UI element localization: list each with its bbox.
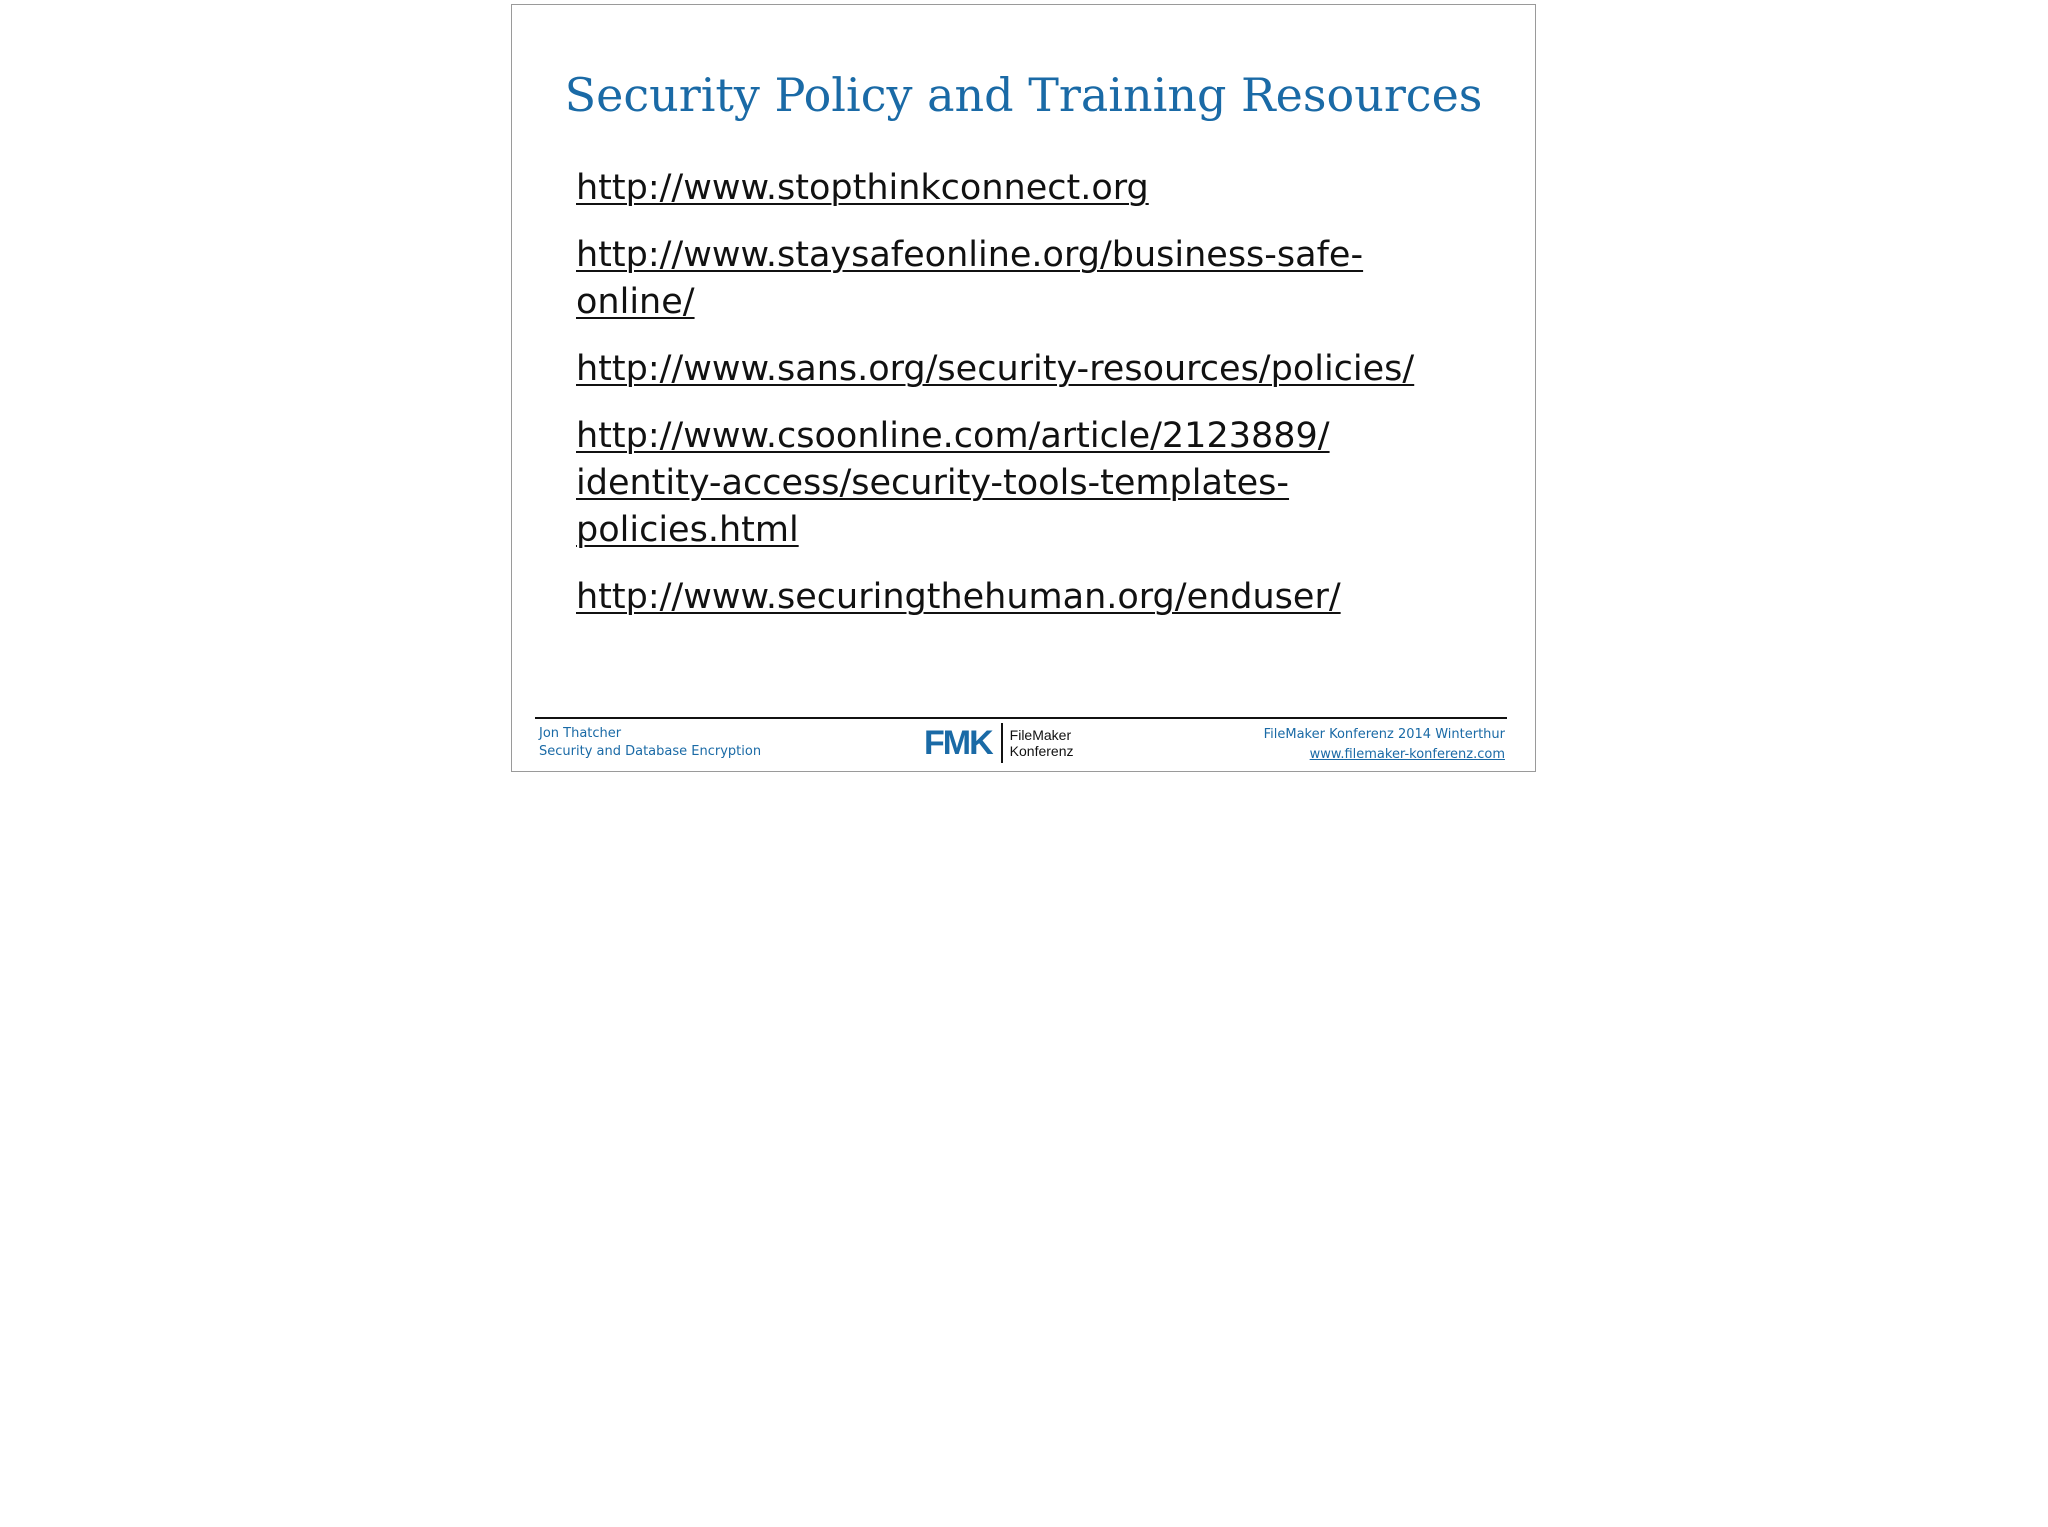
- link-stopthinkconnect[interactable]: http://www.stopthinkconnect.org: [576, 168, 1149, 208]
- fmk-logo: [924, 721, 1073, 765]
- logo-line-konferenz: Konferenz: [1009, 743, 1074, 759]
- list-item: [576, 413, 1496, 554]
- presenter-name: Jon Thatcher: [539, 726, 622, 741]
- link-list: [576, 165, 1496, 641]
- logo-divider: [1001, 723, 1003, 763]
- link-csoonline-article[interactable]: http://www.csoonline.com/article/2123889/ identity-access/security-tools-templates- policies.html: [576, 416, 1330, 550]
- list-item: [576, 574, 1496, 621]
- event-name: FileMaker Konferenz 2014 Winterthur: [1263, 727, 1505, 742]
- logo-line-filemaker: FileMaker: [1009, 727, 1072, 743]
- presentation-title: Security and Database Encryption: [539, 744, 762, 759]
- event-website-link[interactable]: www.filemaker-konferenz.com: [1309, 747, 1505, 762]
- logo-wordmark: [1010, 727, 1074, 759]
- slide-title: Security Policy and Training Resources: [564, 68, 1483, 122]
- footer-event: [1264, 725, 1505, 765]
- list-item: [576, 165, 1496, 212]
- footer-presenter: [539, 725, 761, 761]
- link-staysafeonline[interactable]: http://www.staysafeonline.org/business-safe- online/: [576, 235, 1364, 322]
- fmk-logo-mark: FMK: [924, 724, 992, 762]
- link-securingthehuman[interactable]: http://www.securingthehuman.org/enduser/: [576, 577, 1341, 617]
- list-item: [576, 232, 1496, 326]
- link-sans-policies[interactable]: http://www.sans.org/security-resources/policies/: [576, 349, 1415, 389]
- footer-divider: [535, 717, 1507, 719]
- slide: [511, 4, 1536, 772]
- list-item: [576, 346, 1496, 393]
